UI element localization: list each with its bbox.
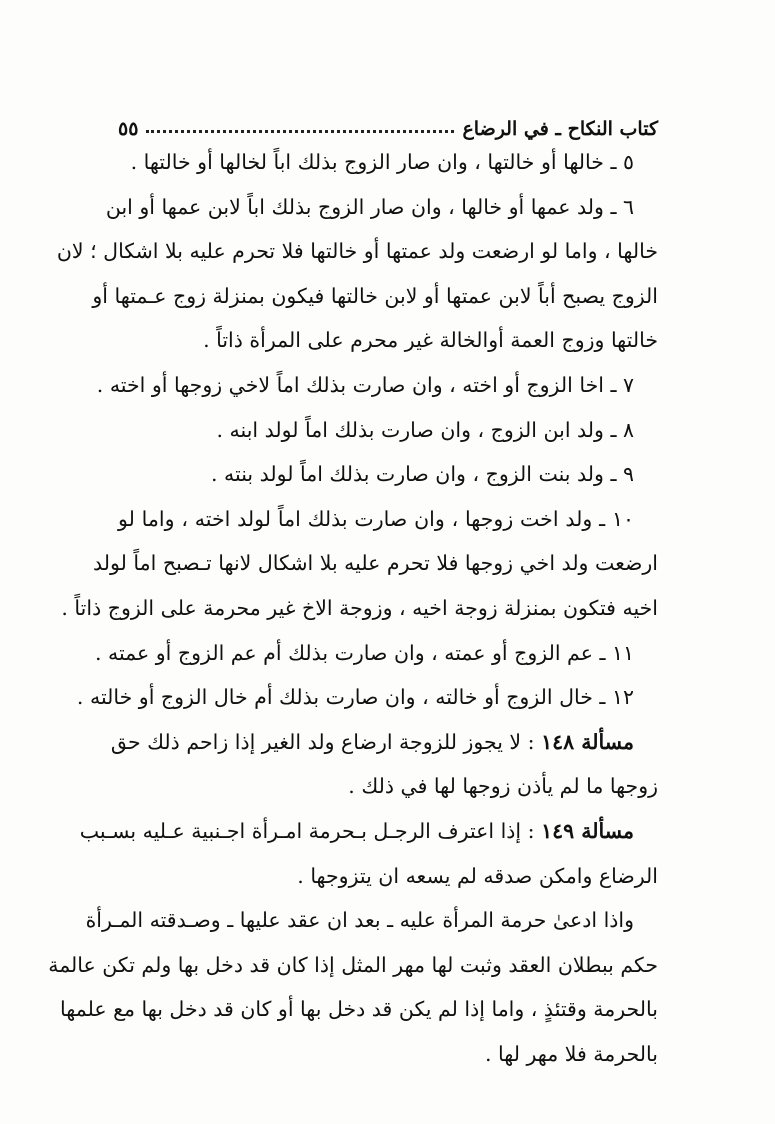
running-header [118, 108, 658, 140]
text-line: ٩ ـ ولد بنت الزوج ، وان صارت بذلك اماً لولد بنته . [211, 462, 634, 487]
text-line: واذا ادعىٰ حرمة المرأة عليه ـ بعد ان عقد عليها ـ وصـدقته المـرأة [85, 908, 634, 933]
dot-leader [146, 130, 454, 133]
text-line: ١١ ـ عم الزوج أو عمته ، وان صارت بذلك أم عم الزوج أو عمته . [94, 640, 634, 665]
text-line: ٧ ـ اخا الزوج أو اخته ، وان صارت بذلك اماً لاخي زوجها أو اخته . [96, 372, 634, 397]
header-title: كتاب النكاح ـ في الرضاع [462, 118, 658, 140]
text-line: ٥ ـ خالها أو خالتها ، وان صار الزوج بذلك اباً لخالها أو خالتها . [130, 150, 634, 174]
text-line: ١٢ ـ خال الزوج أو خالته ، وان صارت بذلك أم خال الزوج أو خالته . [76, 685, 634, 710]
text-line: خالتها وزوج العمة أوالخالة غير محرم على المرأة ذاتاً . [203, 328, 658, 353]
text-line: ٨ ـ ولد ابن الزوج ، وان صارت بذلك اماً لولد ابنه . [216, 417, 634, 442]
text-line: بالحرمة فلا مهر لها . [484, 1041, 658, 1066]
text-line: الرضاع وامكن صدقه لم يسعه ان يتزوجها . [297, 863, 658, 888]
issue-line: مسألة ١٤٩ : إذا اعترف الرجـل بـحرمة امـرأة اجـنبية عـليه بسـبب [79, 818, 634, 843]
text-line: الزوج يصبح أباً لابن عمتها أو لابن خالتها فيكون بمنزلة زوج عـمتها أو [92, 283, 658, 308]
text-line: بالحرمة وقتئذٍ ، واما إذا لم يكن قد دخل بها أو كان قد دخل بها مع علمها [60, 997, 658, 1022]
issue-label: مسألة ١٤٨ [541, 729, 634, 754]
issue-line: مسألة ١٤٨ : لا يجوز للزوجة ارضاع ولد الغير إذا زاحم ذلك حق [110, 729, 634, 754]
text-line: ٦ ـ ولد عمها أو خالها ، وان صار الزوج بذلك اباً لابن عمها أو ابن [105, 194, 634, 219]
text-line: حكم ببطلان العقد وثبت لها مهر المثل إذا كان قد دخل بها ولم تكن عالمة [48, 952, 658, 977]
page-body [48, 140, 658, 1076]
text-line: خالها ، واما لو ارضعت ولد عمتها أو خالتها فلا تحرم عليه بلا اشكال ؛ لان [56, 239, 658, 264]
text-line: ارضعت ولد اخي زوجها فلا تحرم عليه بلا اشكال لانها تـصبح اماً لولد [93, 551, 658, 576]
page-number: ٥٥ [118, 118, 139, 140]
issue-label: مسألة ١٤٩ [541, 818, 634, 843]
text-line: ١٠ ـ ولد اخت زوجها ، وان صارت بذلك اماً لولد اخته ، واما لو [118, 506, 634, 531]
text-line: زوجها ما لم يأذن زوجها لها في ذلك . [348, 774, 658, 799]
text-line: اخيه فتكون بمنزلة زوجة اخيه ، وزوجة الاخ غير محرمة على الزوج ذاتاً . [61, 595, 658, 620]
